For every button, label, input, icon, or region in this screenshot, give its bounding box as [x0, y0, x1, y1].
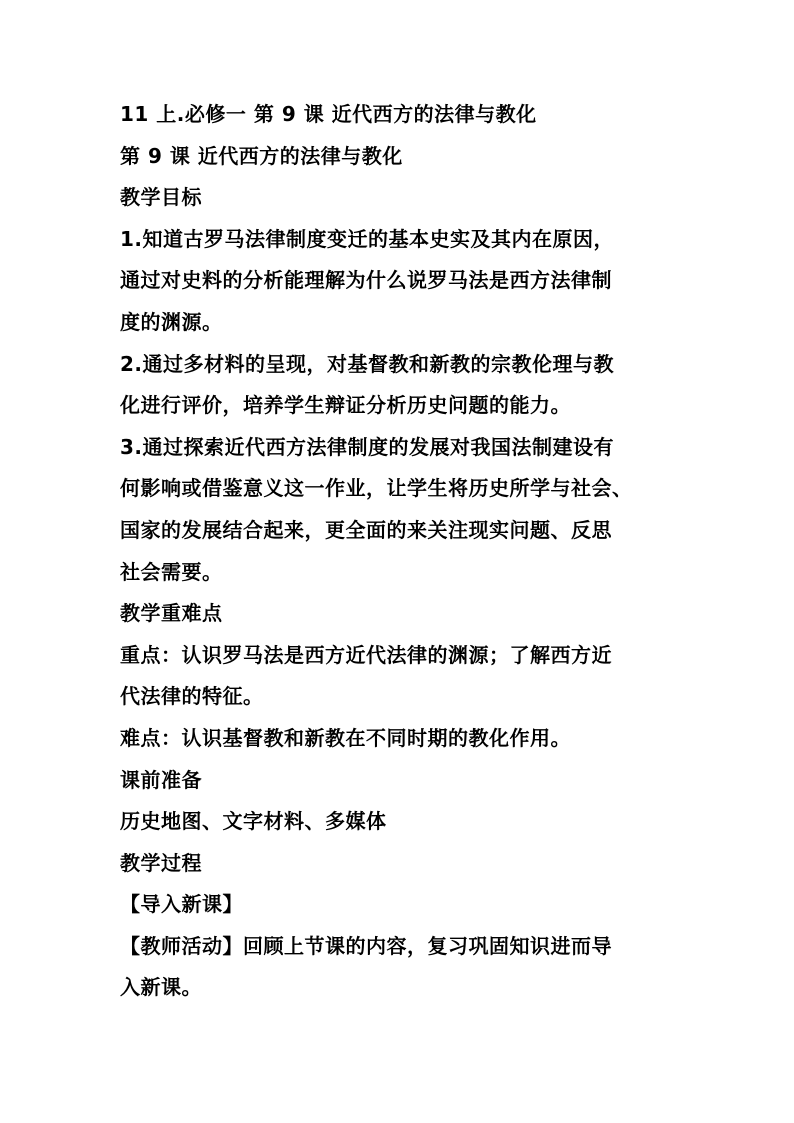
key-point-line: 重点：认识罗马法是西方近代法律的渊源；了解西方近 [120, 642, 612, 667]
document-header-title: 11 上.必修一 第 9 课 近代西方的法律与教化 [120, 102, 537, 126]
key-point-line: 代法律的特征。 [120, 684, 264, 709]
objective-1-line: 度的渊源。 [120, 309, 223, 334]
objective-3-line: 3.通过探索近代西方法律制度的发展对我国法制建设有 [120, 434, 615, 459]
objective-2-line: 化进行评价，培养学生辩证分析历史问题的能力。 [120, 393, 571, 418]
process-heading: 教学过程 [120, 850, 202, 875]
teacher-activity-line: 【教师活动】回顾上节课的内容，复习巩固知识进而导 [120, 933, 612, 958]
objective-2-line: 2.通过多材料的呈现，对基督教和新教的宗教伦理与教 [120, 351, 615, 376]
objective-3-line: 国家的发展结合起来，更全面的来关注现实问题、反思 [120, 517, 612, 542]
objective-1-line: 通过对史料的分析能理解为什么说罗马法是西方法律制 [120, 268, 612, 293]
teacher-activity-line: 入新课。 [120, 975, 202, 1000]
key-points-heading: 教学重难点 [120, 601, 223, 626]
difficult-point: 难点：认识基督教和新教在不同时期的教化作用。 [120, 725, 571, 750]
preparation-heading: 课前准备 [120, 767, 202, 792]
objectives-heading: 教学目标 [120, 185, 202, 210]
preparation-text: 历史地图、文字材料、多媒体 [120, 809, 387, 834]
objective-3-line: 社会需要。 [120, 559, 223, 584]
objective-1-line: 1.知道古罗马法律制度变迁的基本史实及其内在原因， [120, 226, 615, 251]
lesson-title: 第 9 课 近代西方的法律与教化 [120, 143, 403, 168]
intro-section-label: 【导入新课】 [120, 892, 243, 917]
document-body [120, 94, 700, 1009]
objective-3-line: 何影响或借鉴意义这一作业，让学生将历史所学与社会、 [120, 476, 633, 501]
